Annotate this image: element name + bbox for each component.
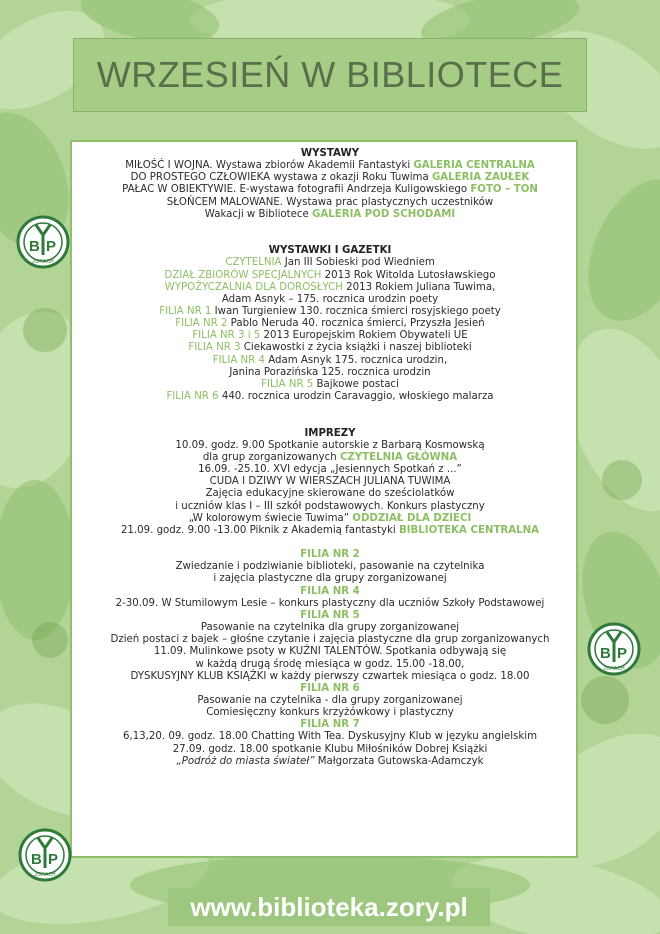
- location-label: FILIA NR 3: [188, 342, 241, 354]
- line-text: 2013 Rokiem Juliana Tuwima,: [342, 281, 496, 293]
- imprezy-line: [0, 513, 660, 525]
- imprezy-line: 10.09. godz. 9.00 Spotkanie autorskie z Barbarą Kosmowską: [175, 439, 485, 451]
- filia-line: 27.09. godz. 18.00 spotkanie Klubu Miłośników Dobrej Książki: [172, 743, 488, 755]
- library-logo-icon: [18, 828, 72, 882]
- section-heading-wystawy: WYSTAWY: [300, 148, 360, 159]
- logo-letter-p: P: [46, 238, 57, 255]
- location-label: CZYTELNIA: [225, 257, 282, 269]
- page-title: WRZESIEŃ W BIBLIOTECE: [96, 54, 564, 95]
- logo-small-text: ŻORACH: [34, 872, 56, 878]
- location-label: FOTO – TON: [470, 184, 538, 196]
- wystawy-line: [0, 184, 660, 196]
- line-text: „W kolorowym świecie Tuwima”: [188, 512, 353, 524]
- gazetki-line: [0, 391, 660, 403]
- filia-line: 11.09. Mulinkowe psoty w KUŹNI TALENTÓW. Spotkania odbywają się: [153, 646, 507, 658]
- logo-letter-b: B: [29, 238, 40, 255]
- location-label: GALERIA CENTRALNA: [413, 160, 535, 172]
- filia-heading: FILIA NR 5: [300, 609, 360, 621]
- imprezy-line: [0, 452, 660, 464]
- program-content: [0, 148, 660, 768]
- gazetki-line: Adam Asnyk – 175. rocznica urodzin poety: [221, 293, 439, 305]
- location-label: FILIA NR 5: [261, 378, 314, 390]
- filia-line: Comiesięczny konkurs krzyżówkowy i plastyczny: [206, 707, 454, 719]
- section-heading-gazetki: WYSTAWKI I GAZETKI: [268, 245, 392, 257]
- line-text: 2013 Europejskim Rokiem Obywateli UE: [260, 330, 468, 342]
- title-banner: [73, 38, 587, 112]
- gazetki-line: [0, 257, 660, 269]
- filia-heading: FILIA NR 4: [300, 585, 360, 597]
- imprezy-line: CUDA I DZIWY W WIERSZACH JULIANA TUWIMA: [209, 476, 451, 488]
- logo-small-text: ŻORACH: [603, 666, 625, 672]
- location-label: WYPOŻYCZALNIA DLA DOROSŁYCH: [164, 281, 343, 293]
- line-text: Adam Asnyk 175. rocznica urodzin,: [264, 354, 448, 366]
- imprezy-line: i uczniów klas I – III szkół podstawowych. Konkurs plastyczny: [175, 500, 485, 512]
- location-label: ODDZIAŁ DLA DZIECI: [352, 512, 472, 524]
- filia-line: Zwiedzanie i podziwianie biblioteki, pasowanie na czytelnika: [175, 561, 485, 573]
- line-text: DO PROSTEGO CZŁOWIEKA wystawa z okazji Roku Tuwima: [130, 172, 432, 184]
- imprezy-line: Zajęcia edukacyjne skierowane do sześciolatków: [205, 488, 455, 500]
- location-label: GALERIA POD SCHODAMI: [312, 208, 456, 220]
- location-label: FILIA NR 4: [212, 354, 265, 366]
- location-label: FILIA NR 1: [159, 306, 212, 318]
- filia-heading: FILIA NR 2: [300, 549, 360, 561]
- logo-small-text: ŻORACH: [32, 259, 54, 265]
- line-text: Małgorzata Gutowska-Adamczyk: [314, 755, 484, 767]
- filia-line: i zajęcia plastyczne dla grupy zorganizowanej: [213, 573, 447, 585]
- logo-letter-b: B: [31, 851, 42, 868]
- book-title: „Podróż do miasta świateł”: [176, 755, 315, 767]
- location-label: CZYTELNIA GŁÓWNA: [339, 451, 458, 463]
- logo-letter-p: P: [48, 851, 59, 868]
- gazetki-line: [0, 342, 660, 354]
- line-text: 2013 Rok Witolda Lutosławskiego: [321, 269, 496, 281]
- website-banner: [168, 888, 490, 926]
- filia-heading: FILIA NR 7: [300, 719, 360, 731]
- location-label: FILIA NR 3 i 5: [192, 330, 261, 342]
- section-heading-imprezy: IMPREZY: [304, 427, 356, 439]
- filia-heading: FILIA NR 6: [300, 682, 360, 694]
- location-label: BIBLIOTEKA CENTRALNA: [398, 524, 540, 536]
- gazetki-line: [0, 270, 660, 282]
- wystawy-line: [0, 172, 660, 184]
- line-text: 21.09. godz. 9.00 -13.00 Piknik z Akademią fantastyki: [120, 524, 399, 536]
- gazetki-line: [0, 330, 660, 342]
- gazetki-line: [0, 282, 660, 294]
- gazetki-line: Janina Porazińska 125. rocznica urodzin: [229, 366, 431, 378]
- line-text: 440. rocznica urodzin Caravaggio, włoskiego malarza: [218, 391, 494, 403]
- gazetki-line: [0, 318, 660, 330]
- line-text: dla grup zorganizowanych: [202, 451, 340, 463]
- gazetki-line: [0, 379, 660, 391]
- website-url[interactable]: www.biblioteka.zory.pl: [190, 891, 468, 922]
- logo-letter-p: P: [617, 645, 628, 662]
- wystawy-line: [0, 160, 660, 172]
- line-text: Wakacji w Bibliotece: [204, 208, 313, 220]
- line-text: Bajkowe postaci: [313, 378, 399, 390]
- filia-line: Dzień postaci z bajek – głośne czytanie i zajęcia plastyczne dla grup zorganizowanych: [110, 634, 550, 646]
- line-text: MIŁOŚĆ I WOJNA. Wystawa zbiorów Akademii Fantastyki: [125, 160, 414, 172]
- line-text: Iwan Turgieniew 130. rocznica śmierci rosyjskiego poety: [211, 306, 501, 318]
- gazetki-line: [0, 306, 660, 318]
- location-label: DZIAŁ ZBIORÓW SPECJALNYCH: [164, 269, 322, 281]
- location-label: FILIA NR 6: [166, 391, 219, 403]
- filia-line: 6,13,20. 09. godz. 18.00 Chatting With Tea. Dyskusyjny Klub w języku angielskim: [122, 731, 537, 743]
- filia-line: Pasowanie na czytelnika - dla grupy zorganizowanej: [197, 694, 463, 706]
- line-text: Pablo Neruda 40. rocznica śmierci, Przyszła Jesień: [227, 318, 485, 330]
- gazetki-line: [0, 355, 660, 367]
- line-text: Jan III Sobieski pod Wiedniem: [281, 257, 435, 269]
- filia-line: [0, 756, 660, 768]
- imprezy-line: [0, 525, 660, 537]
- wystawy-line: SŁOŃCEM MALOWANE. Wystawa prac plastycznych uczestników: [166, 196, 494, 208]
- logo-letter-b: B: [600, 645, 611, 662]
- filia-line: 2-30.09. W Stumilowym Lesie – konkurs plastyczny dla uczniów Szkoły Podstawowej: [115, 597, 545, 609]
- location-label: GALERIA ZAUŁEK: [431, 172, 530, 184]
- filia-line: w każdą drugą środę miesiąca w godz. 15.00 -18.00,: [195, 658, 465, 670]
- filia-line: DYSKUSYJNY KLUB KSIĄŻKI w każdy pierwszy czwartek miesiąca o godz. 18.00: [130, 670, 530, 682]
- imprezy-line: 16.09. -25.10. XVI edycja „Jesiennych Spotkań z ...”: [198, 464, 462, 476]
- location-label: FILIA NR 2: [175, 318, 228, 330]
- wystawy-line: [0, 209, 660, 221]
- filia-line: Pasowanie na czytelnika dla grupy zorganizowanej: [200, 622, 460, 634]
- line-text: PAŁAC W OBIEKTYWIE. E-wystawa fotografii Andrzeja Kuligowskiego: [122, 184, 471, 196]
- line-text: Ciekawostki z życia książki i naszej biblioteki: [240, 342, 472, 354]
